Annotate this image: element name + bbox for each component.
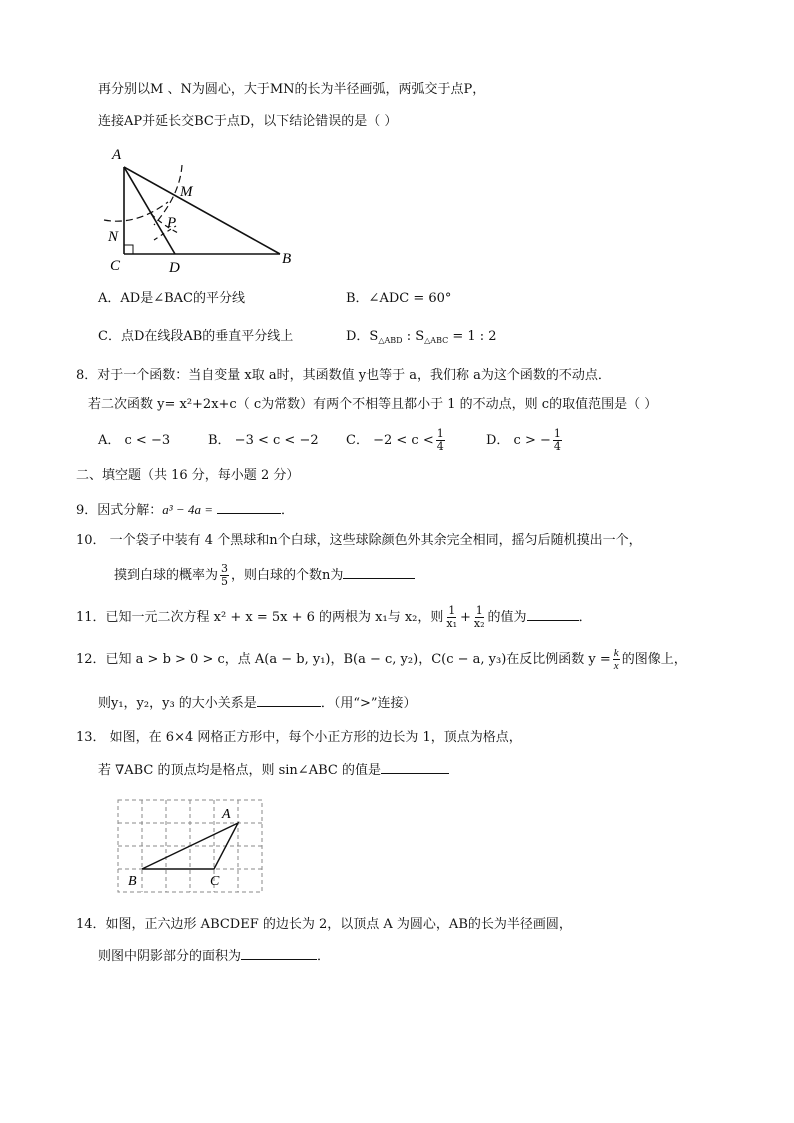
q7-optd-mid: : S (402, 329, 425, 344)
q7-optd-prefix: D．S (346, 329, 379, 344)
q11-answer-blank[interactable] (527, 606, 579, 621)
q14-line2 (98, 945, 330, 966)
q9-expr: a³ − 4a = (162, 502, 213, 517)
q9-prefix: 9．因式分解： (76, 503, 163, 518)
q11-f2-den: x₂ (473, 617, 485, 630)
q14-answer-blank[interactable] (241, 945, 317, 960)
q8-option-b: B． −3 < c < −2 (208, 433, 319, 448)
q7-label-D: D (169, 260, 180, 276)
q8-optd-den: 4 (553, 440, 561, 453)
q12-line2-suffix: ．（用“>”连接） (320, 696, 417, 711)
q13-line2-text: 若 ∇ABC 的顶点均是格点，则 sin∠ABC 的值是 (98, 763, 381, 778)
q11-f2-num: 1 (475, 604, 483, 617)
q7-label-P: P (167, 215, 177, 231)
q13-label-B: B (128, 874, 137, 889)
q11-end: ． (578, 610, 592, 625)
q12-line2 (98, 692, 417, 713)
q8-line1: 8．对于一个函数：当自变量 x取 a时，其函数值 y也等于 a，我们称 a为这个函数的不动点． (76, 368, 611, 383)
q10-line2-suffix: ，则白球的个数n为 (231, 568, 344, 583)
q8-optc-prefix: C． −2 < c < (346, 433, 434, 448)
q7-label-B: B (282, 251, 292, 267)
q9 (76, 499, 294, 520)
q8-option-a: A． c < −3 (98, 433, 171, 448)
q13-grid-figure (112, 796, 272, 896)
q10-line2-prefix: 摸到白球的概率为 (114, 568, 219, 583)
q8-optc-den: 4 (436, 440, 444, 453)
q10-answer-blank[interactable] (343, 564, 415, 579)
q7-optd-suffix: = 1 : 2 (448, 329, 497, 344)
q7-option-a: A．AD是∠BAC的平分线 (98, 291, 245, 306)
q13-line1: 13． 如图，在 6×4 网格正方形中，每个小正方形的边长为 1，顶点为格点， (76, 730, 522, 745)
q10-fraction (220, 563, 229, 588)
q11-fraction-1 (445, 605, 458, 630)
q7-label-C: C (110, 258, 121, 274)
q8-option-d (486, 424, 564, 458)
q8-option-c (346, 424, 447, 458)
q9-suffix: ． (280, 503, 294, 518)
q7-label-A: A (112, 147, 122, 163)
q11-f1-num: 1 (448, 604, 456, 617)
q8-optd-fraction (553, 428, 562, 453)
q8-optc-num: 1 (436, 427, 444, 440)
q12-answer-blank[interactable] (257, 692, 321, 707)
q11-prefix: 11．已知一元二次方程 x² + x = 5x + 6 的两根为 x₁与 x₂，则 (76, 610, 444, 625)
q7-triangle-figure (96, 140, 306, 280)
q12-fraction (613, 647, 620, 672)
q7-option-b: B．∠ADC = 60° (346, 291, 452, 306)
q10-frac-den: 5 (221, 575, 229, 588)
q13-answer-blank[interactable] (381, 759, 449, 774)
q11-f1-den: x₁ (446, 617, 458, 630)
q14-line1: 14．如图，正六边形 ABCDEF 的边长为 2，以顶点 A 为圆心，AB的长为半径画圆， (76, 917, 572, 932)
q10-line1: 10． 一个袋子中装有 4 个黑球和n个白球，这些球除颜色外其余完全相同，摇匀后随机摸出一个， (76, 533, 642, 548)
q8-optc-fraction (436, 428, 445, 453)
q10-line2 (114, 558, 415, 594)
q13-label-A: A (222, 807, 231, 822)
q8-optd-num: 1 (553, 427, 561, 440)
q14-end: ． (317, 949, 331, 964)
section-2-heading: 二、填空题（共 16 分，每小题 2 分） (76, 468, 300, 483)
q11-plus: + (460, 610, 471, 625)
q7-option-c: C．点D在线段AB的垂直平分线上 (98, 329, 294, 344)
q7-optd-sub2: △ABC (424, 336, 449, 345)
q12-line1-prefix: 12．已知 a > b > 0 > c，点 A(a − b, y₁)，B(a − c, y₂)，C(c − a, y₃)在反比例函数 y = (76, 652, 611, 667)
q11 (76, 600, 592, 636)
q12-frac-num: k (613, 647, 619, 659)
q11-fraction-2 (473, 605, 486, 630)
q8-line2: 若二次函数 y= x²+2x+c（ c为常数）有两个不相等且都小于 1 的不动点，则 c的取值范围是（ ） (88, 397, 658, 412)
q12-frac-den: x (613, 660, 619, 672)
q9-answer-blank[interactable] (217, 499, 281, 514)
q7-line1: 再分别以M 、N为圆心，大于MN的长为半径画弧，两弧交于点P， (98, 82, 486, 97)
q10-frac-num: 3 (221, 562, 229, 575)
q12-line1-suffix: 的图像上， (621, 652, 687, 667)
q8-optd-prefix: D． c > − (486, 433, 551, 448)
q13-label-C: C (210, 874, 220, 889)
q11-suffix: 的值为 (487, 610, 527, 625)
q12-line2-prefix: 则y₁，y₂，y₃ 的大小关系是 (98, 696, 257, 711)
q7-label-M: M (180, 184, 193, 200)
q7-label-N: N (108, 229, 119, 245)
q7-optd-sub1: △ABD (378, 336, 403, 345)
q14-line2-text: 则图中阴影部分的面积为 (98, 949, 242, 964)
q7-line2: 连接AP并延长交BC于点D，以下结论错误的是（ ） (98, 114, 398, 129)
q7-option-d (346, 328, 497, 350)
q13-line2 (98, 759, 449, 780)
q12-line1 (76, 642, 687, 678)
